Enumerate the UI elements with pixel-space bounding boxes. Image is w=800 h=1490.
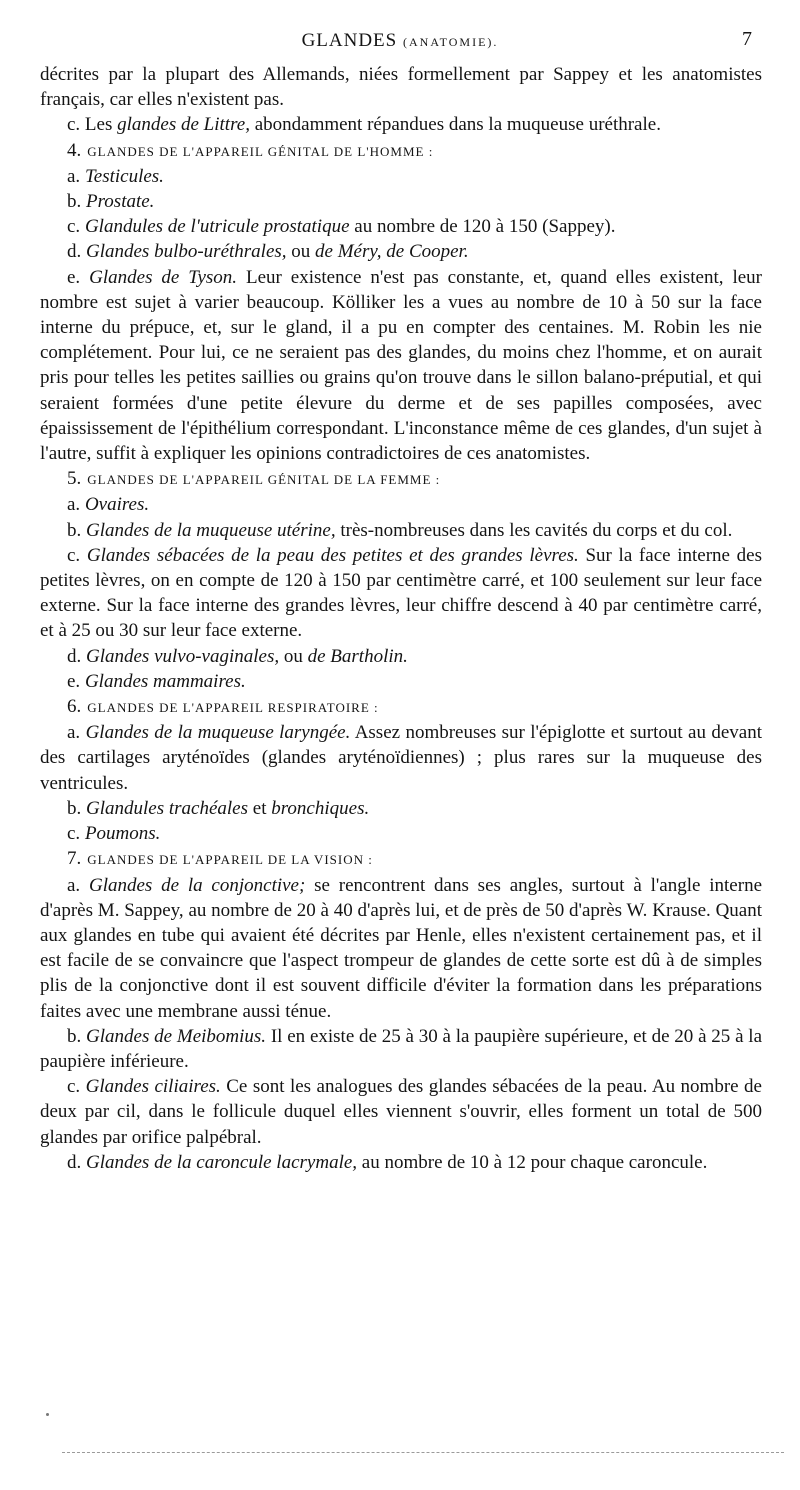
list-item [40, 669, 762, 694]
text-run: Sur la face interne des petites lèvres, on en compte de 120 à 150 par centimètre carré, et 100 seulement sur leur face externe. Sur la face interne des grandes lèvres, leur chiffre descend à 40 par centimètre carré, et à 25 ou 30 sur leur face externe. [40, 544, 762, 642]
scan-speck [46, 1413, 49, 1416]
text-run: Il en existe de 25 à 30 à la paupière supérieure, et de 20 à 25 à la paupière inférieure. [40, 1025, 763, 1072]
running-title-main: GLANDES [301, 30, 398, 51]
section-heading-7 [40, 846, 762, 872]
italic-run: Poumons. [84, 823, 161, 845]
list-marker: b. [67, 1025, 87, 1047]
text-run: et [248, 797, 272, 819]
text-run: Leur existence n'est pas constante, et, quand elles existent, leur nombre est sujet à varier beaucoup. Kölliker les a vues au nombre de 10 à 50 sur la face interne du prépuce, et, sur le gland, il a pu en compter des centaines. M. Robin les nie complétement. Pour lui, ce ne seraient pas des glandes, du moins chez l'homme, et on aurait pris pour telles les petites saillies ou grains qu'on trouve dans le sillon balano-préputial, et qui seraient formées d'une petite élevure du derme et de ses papilles composées, avec épaississement de l'épithélium correspondant. L'inconstance même de ces glandes, d'un sujet à l'autre, suffit à expliquer les opinions contradictoires de ces anatomistes. [40, 266, 762, 465]
list-marker: a. [67, 722, 86, 744]
text-run: se rencontrent dans ses angles, surtout à l'angle interne d'après M. Sappey, au nombre de 20 à 40 d'après lui, et de près de 50 d'après W. Krause. Quant aux glandes en tube qui avaient été décrites par Henle, elles n'existent certainement pas, et il est facile de se convaincre que l'aspect trompeur de glandes de cette sorte est dû à de simples plis de la conjonctive dont il est souvent difficile d'éviter la formation dans les préparations faites avec une membrane aussi ténue. [40, 874, 762, 1022]
running-title-sub: (ANATOMIE). [402, 35, 499, 49]
footer-dashed-rule [62, 1452, 784, 1453]
heading-number: 4. [67, 139, 82, 161]
list-item [40, 796, 762, 821]
heading-label: GLANDES DE L'APPAREIL DE LA VISION : [87, 852, 373, 868]
list-item [40, 265, 762, 467]
running-title [40, 30, 760, 52]
text-run: ou [279, 645, 308, 667]
list-item [40, 164, 762, 189]
italic-run: Glandules de l'utricule prostatique [84, 216, 350, 238]
italic-run: Prostate. [86, 191, 155, 213]
paragraph-littre [40, 112, 762, 137]
list-item [40, 518, 762, 543]
list-item [40, 543, 762, 644]
text-run: au nombre de 120 à 150 (Sappey). [349, 216, 616, 238]
text-run: au nombre de 10 à 12 pour chaque caroncule. [357, 1151, 708, 1173]
italic-run: Glandes de la muqueuse utérine, [86, 519, 336, 541]
paragraph-continuation [40, 62, 762, 112]
italic-run: Glandes bulbo-uréthrales, [86, 241, 287, 263]
italic-run: de Bartholin. [307, 645, 408, 667]
list-item [40, 1150, 762, 1175]
section-heading-6 [40, 694, 762, 720]
list-marker: b. [67, 191, 86, 213]
italic-run: de Méry, de Cooper. [315, 241, 469, 263]
list-item [40, 644, 762, 669]
list-item [40, 720, 762, 796]
italic-run: glandes de Littre, [117, 114, 250, 136]
italic-run: Ovaires. [84, 494, 150, 516]
heading-number: 6. [67, 696, 82, 718]
list-marker: c. [67, 1076, 86, 1098]
list-item [40, 214, 762, 239]
list-item [40, 821, 762, 846]
text-run: décrites par la plupart des Allemands, niées formellement par Sappey et les anatomistes français, car elles n'existent pas. [40, 64, 762, 111]
list-marker: e. [67, 266, 90, 288]
list-marker: c. [67, 544, 87, 566]
italic-run: Testicules. [84, 165, 164, 187]
italic-run: Glandes de la conjonctive; [88, 874, 306, 896]
body-text [40, 62, 762, 1175]
list-marker: d. [67, 241, 86, 263]
italic-run: Glandes de Tyson. [89, 266, 238, 288]
page-number: 7 [742, 28, 752, 50]
list-item [40, 1024, 762, 1074]
list-marker: d. [67, 645, 86, 667]
list-item [40, 239, 762, 264]
text-run: très-nombreuses dans les cavités du corps et du col. [335, 519, 733, 541]
italic-run: Glandules trachéales [86, 797, 249, 819]
list-item [40, 492, 762, 517]
list-marker: b. [67, 519, 86, 541]
italic-run: Glandes de la muqueuse laryngée. [85, 722, 351, 744]
list-marker: c. [67, 823, 85, 845]
list-marker: d. [67, 1151, 86, 1173]
page-header [40, 30, 760, 58]
heading-number: 5. [67, 468, 82, 490]
section-heading-5 [40, 466, 762, 492]
italic-run: Glandes vulvo-vaginales, [86, 645, 280, 667]
heading-label: GLANDES DE L'APPAREIL RESPIRATOIRE : [87, 700, 379, 716]
list-marker: b. [67, 797, 86, 819]
section-heading-4 [40, 138, 762, 164]
italic-run: Glandes mammaires. [84, 670, 246, 692]
italic-run: bronchiques. [271, 797, 370, 819]
list-item [40, 873, 762, 1024]
list-marker: a. [67, 874, 89, 896]
text-run: abondamment répandues dans la muqueuse uréthrale. [249, 114, 661, 136]
list-marker: a. [67, 494, 85, 516]
italic-run: Glandes sébacées de la peau des petites et des grandes lèvres. [86, 544, 579, 566]
italic-run: Glandes de la caroncule lacrymale, [86, 1151, 358, 1173]
heading-number: 7. [67, 848, 82, 870]
text-run: Assez nombreuses sur l'épiglotte et surtout au devant des cartilages aryténoïdes (glandes aryténoïdiennes) ; plus rares sur la muqueuse des ventricules. [40, 722, 762, 794]
list-marker: a. [67, 165, 85, 187]
heading-label: GLANDES DE L'APPAREIL GÉNITAL DE L'HOMME : [87, 143, 434, 159]
text-run: Ce sont les analogues des glandes sébacées de la peau. Au nombre de deux par cil, dans le follicule duquel elles viennent s'ouvrir, elles forment un total de 500 glandes par orifice palpébral. [40, 1076, 762, 1148]
list-item [40, 1074, 762, 1150]
list-marker: e. [67, 670, 85, 692]
text-run: ou [286, 241, 316, 263]
italic-run: Glandes ciliaires. [85, 1076, 221, 1098]
list-marker: c. [67, 216, 85, 238]
text-run: c. Les [67, 114, 118, 136]
italic-run: Glandes de Meibomius. [86, 1025, 267, 1047]
list-item [40, 189, 762, 214]
heading-label: GLANDES DE L'APPAREIL GÉNITAL DE LA FEMME : [87, 472, 441, 488]
